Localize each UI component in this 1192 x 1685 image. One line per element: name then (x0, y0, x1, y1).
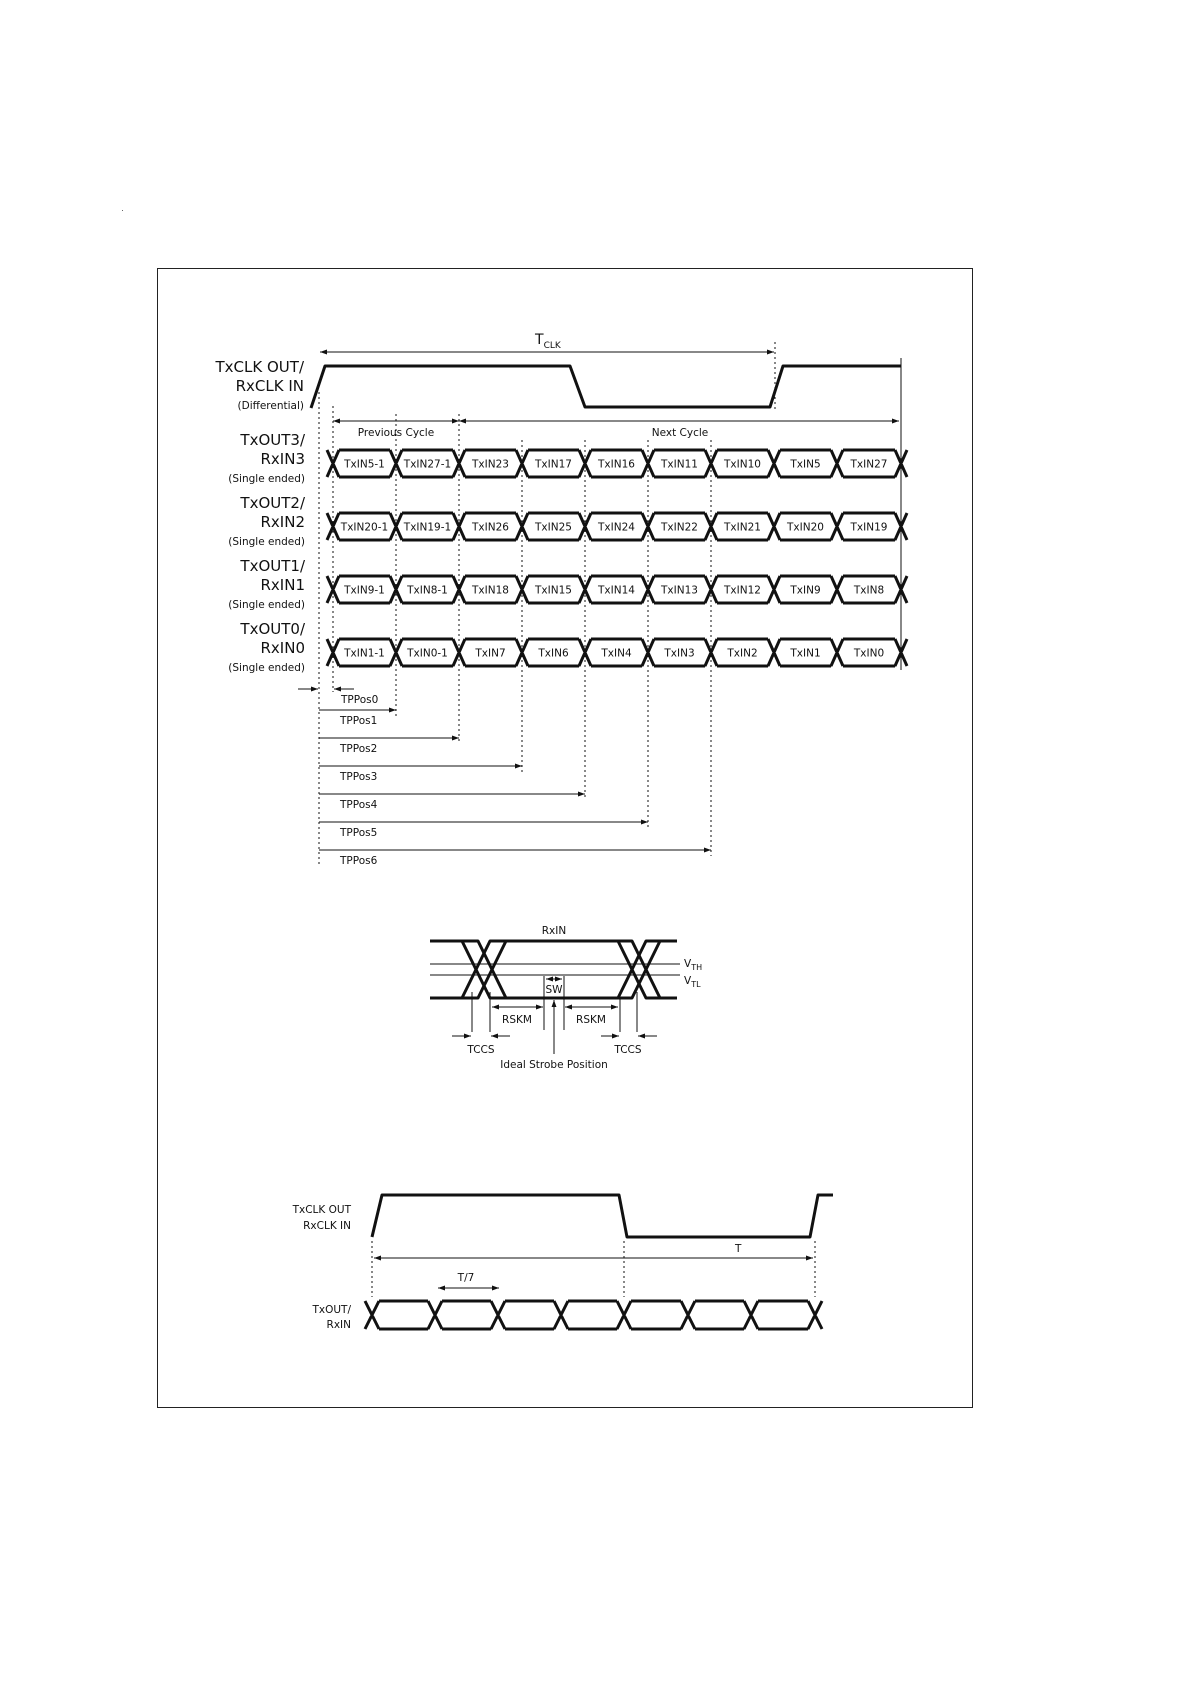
vth-label: $V_{TH}$ (684, 958, 703, 972)
t-label: T (735, 1243, 742, 1255)
tclk-label: $T_{CLK}$ (535, 332, 561, 351)
bit-train-trace (365, 1301, 822, 1329)
bit-cell-label: TxIN24 (598, 521, 635, 534)
bit-cell-label: TxIN8 (853, 584, 885, 597)
data-bit-train (365, 1301, 822, 1329)
tppos6-label: TPPos6 (340, 855, 378, 867)
rxin-label: RxIN (541, 925, 567, 937)
bit-cell-label: TxIN5-1 (344, 458, 385, 471)
row-label-line1: TxOUT1/ (240, 557, 305, 575)
bit-cell-label: TxIN1 (790, 647, 821, 660)
clock-waveform (311, 366, 901, 408)
bit-cell-label: TxIN14 (598, 584, 635, 597)
next-cycle-label: Next Cycle (651, 427, 709, 439)
clock-label-b: RxCLK IN (303, 1220, 351, 1232)
bit-cell-label: TxIN9 (790, 584, 821, 597)
bit-cell-label: TxIN23 (472, 458, 509, 471)
bit-cell-label: TxIN10 (724, 458, 761, 471)
bit-cell-label: TxIN13 (661, 584, 698, 597)
bit-period-diagram (292, 1195, 833, 1331)
eye-trace-c (462, 941, 506, 998)
bit-cell-label: TxIN19-1 (403, 521, 452, 534)
clock-label-line2: RxCLK IN (235, 377, 304, 395)
t7-label: T/7 (457, 1272, 475, 1284)
row-label-line3: (Single ended) (228, 536, 305, 548)
row-label-line2: RxIN1 (260, 576, 305, 594)
transmitter-timing-diagram (215, 332, 907, 867)
sw-label: SW (545, 984, 563, 996)
row-label-line3: (Single ended) (228, 599, 305, 611)
row-label-line1: TxOUT2/ (240, 494, 305, 512)
bit-cell-label: TxIN9-1 (344, 584, 385, 597)
row-label-line2: RxIN3 (260, 450, 305, 468)
bit-cell-label: TxIN0-1 (407, 647, 448, 660)
tppos0-label: TPPos0 (341, 694, 379, 706)
bit-cell-label: TxIN15 (535, 584, 572, 597)
row-label-line1: TxOUT3/ (240, 431, 305, 449)
data-label-a: TxOUT/ (312, 1304, 351, 1316)
clock-waveform-2 (372, 1195, 833, 1237)
bit-cell-label: TxIN21 (724, 521, 761, 534)
bit-cell-label: TxIN20 (787, 521, 824, 534)
tppos5-label: TPPos5 (340, 827, 378, 839)
tccs-left-label: TCCS (467, 1044, 495, 1056)
bit-cell-label: TxIN27-1 (403, 458, 452, 471)
data-row-1 (228, 494, 907, 548)
tppos1-label: TPPos1 (340, 715, 378, 727)
vtl-label: $V_{TL}$ (684, 975, 701, 989)
bit-cell-label: TxIN2 (727, 647, 758, 660)
data-row-0 (228, 431, 907, 485)
row-label-line3: (Single ended) (228, 662, 305, 674)
tppos2-label: TPPos2 (340, 743, 378, 755)
rskm-left-label: RSKM (502, 1014, 532, 1026)
bit-cell-label: TxIN4 (601, 647, 632, 660)
bit-cell-label: TxIN5 (790, 458, 821, 471)
ideal-strobe-label: Ideal Strobe Position (500, 1059, 608, 1071)
row-label-line1: TxOUT0/ (240, 620, 305, 638)
data-row-3 (228, 620, 907, 674)
tppos3-label: TPPos3 (340, 771, 378, 783)
bit-cell-label: TxIN26 (472, 521, 509, 534)
eye-trace-e (618, 941, 660, 998)
bit-cell-label: TxIN27 (850, 458, 888, 471)
row-label-line2: RxIN0 (260, 639, 305, 657)
rskm-right-label: RSKM (576, 1014, 606, 1026)
data-row-2 (228, 557, 907, 611)
bit-cell-label: TxIN18 (472, 584, 509, 597)
bit-cell-label: TxIN6 (538, 647, 569, 660)
tppos4-label: TPPos4 (340, 799, 378, 811)
bit-cell-label: TxIN7 (475, 647, 506, 660)
tccs-right-label: TCCS (614, 1044, 642, 1056)
receiver-eye-diagram (430, 925, 702, 1071)
data-rows (228, 431, 907, 674)
bit-cell-label: TxIN1-1 (344, 647, 385, 660)
row-label-line2: RxIN2 (260, 513, 305, 531)
bit-cell-label: TxIN0 (853, 647, 885, 660)
bit-cell-label: TxIN12 (724, 584, 761, 597)
data-label-b: RxIN (326, 1319, 351, 1331)
bit-cell-label: TxIN11 (661, 458, 698, 471)
eye-trace-f (618, 941, 660, 998)
row-label-line3: (Single ended) (228, 473, 305, 485)
bit-cell-label: TxIN3 (664, 647, 695, 660)
previous-cycle-label: Previous Cycle (357, 427, 435, 439)
clock-label-line3: (Differential) (237, 400, 304, 412)
bit-cell-label: TxIN8-1 (407, 584, 448, 597)
clock-label-line1: TxCLK OUT/ (215, 358, 304, 376)
bit-cell-label: TxIN19 (850, 521, 888, 534)
bit-cell-label: TxIN22 (661, 521, 698, 534)
bit-cell-label: TxIN20-1 (340, 521, 389, 534)
bit-cell-label: TxIN17 (535, 458, 572, 471)
bit-cell-label: TxIN25 (535, 521, 572, 534)
clock-label-a: TxCLK OUT (292, 1204, 351, 1216)
eye-trace-d (462, 941, 506, 998)
bit-cell-label: TxIN16 (598, 458, 635, 471)
